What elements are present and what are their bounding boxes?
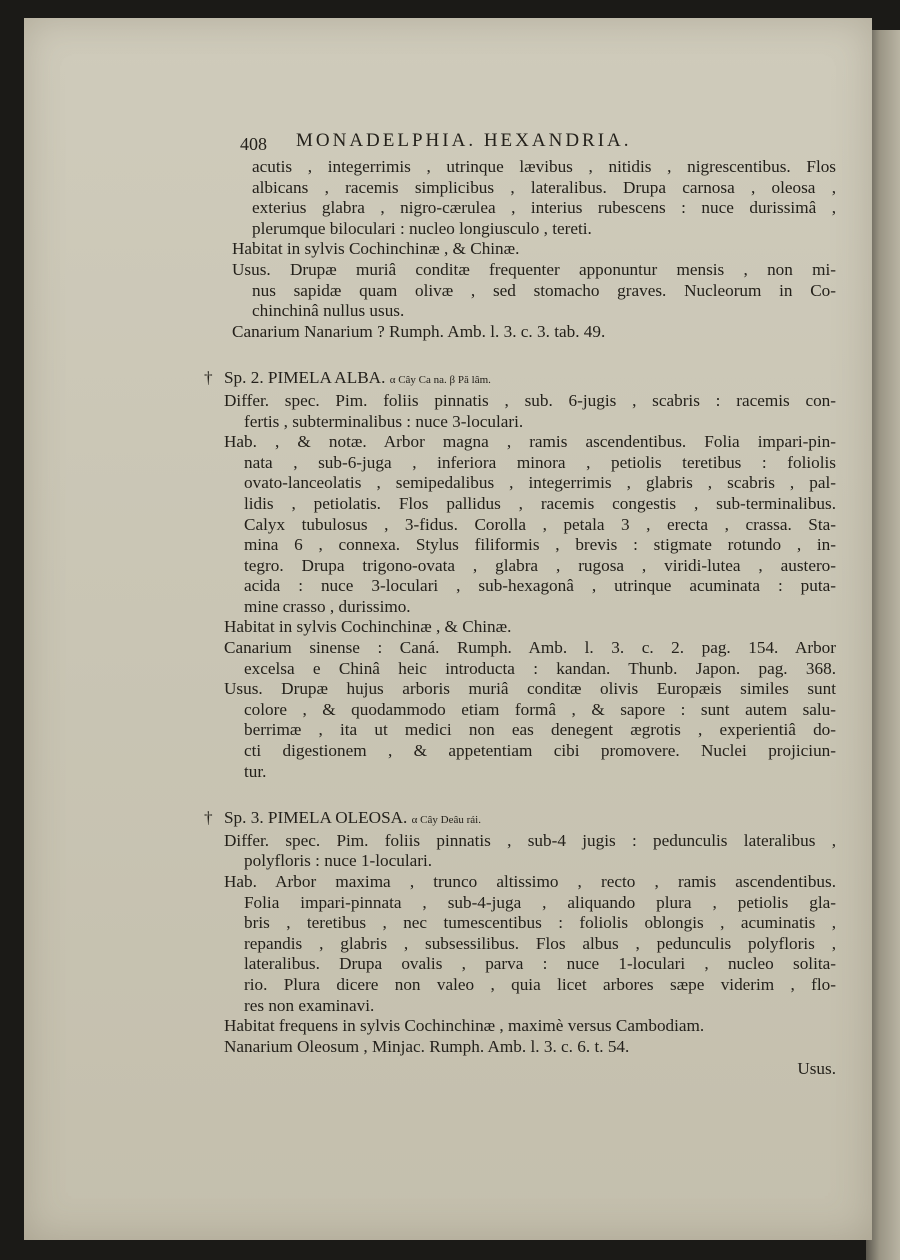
- species-3-title: Sp. 3. PIMELA OLEOSA.: [224, 808, 408, 828]
- species-3-vernacular: α Cây Deâu rái.: [411, 814, 481, 827]
- species-2-title: Sp. 2. PIMELA ALBA.: [224, 368, 386, 388]
- habitat-1: [224, 239, 836, 260]
- species-3-heading: [204, 808, 836, 831]
- text-line: acida : nuce 3-loculari , sub-hexagonâ , utrinque acuminata : puta-: [244, 576, 836, 596]
- text-line: chinchinâ nullus usus.: [252, 301, 405, 321]
- text-line: repandis , glabris , subsessilibus. Flos albus , pedunculis polyfloris ,: [244, 933, 836, 953]
- text-line: Usus. Drupæ hujus arboris muriâ conditæ olivis Europæis similes sunt: [224, 679, 836, 699]
- text-line: Differ. spec. Pim. foliis pinnatis , sub. 6-jugis , scabris : racemis con-: [224, 390, 836, 410]
- species-2: [204, 368, 836, 782]
- text-line: Canarium sinense : Caná. Rumph. Amb. l. 3. c. 2. pag. 154. Arbor: [224, 638, 836, 658]
- text-line: mina 6 , connexa. Stylus filiformis , brevis : stigmate rotundo , in-: [244, 535, 836, 555]
- page-header: [240, 131, 836, 157]
- text-line: exterius glabra , nigro-cærulea , interius rubescens : nuce durissimâ ,: [252, 198, 836, 218]
- species-2-differ: [224, 391, 836, 432]
- species-2-canarium: [224, 638, 836, 679]
- species-1-continuation: [224, 157, 836, 239]
- running-head: MONADELPHIA. HEXANDRIA.: [296, 130, 632, 151]
- usus-1: [224, 260, 836, 322]
- text-line: nus sapidæ quam olivæ , sed stomacho graves. Nucleorum in Co-: [252, 280, 836, 300]
- species-2-heading: [204, 368, 836, 391]
- text-line: albicans , racemis simplicibus , lateralibus. Drupa carnosa , oleosa ,: [252, 177, 836, 197]
- text-line: excelsa e Chinâ heic introducta : kandan. Thunb. Japon. pag. 368.: [244, 658, 836, 678]
- species-3: [204, 808, 836, 1057]
- text-line: fertis , subterminalibus : nuce 3-loculari.: [244, 411, 524, 431]
- text-line: Calyx tubulosus , 3-fidus. Corolla , petala 3 , erecta , crassa. Sta-: [244, 514, 836, 534]
- species-2-vernacular: α Cây Ca na. β Pă lâm.: [389, 374, 491, 387]
- text-line: plerumque biloculari : nucleo longiusculo , tereti.: [252, 218, 592, 238]
- species-2-usus: [224, 679, 836, 782]
- text-line: Folia impari-pinnata , sub-4-juga , aliquando plura , petiolis gla-: [244, 892, 836, 912]
- text-line: mine crasso , durissimo.: [244, 596, 411, 616]
- text-line: ovato-lanceolatis , semipedalibus , integerrimis , glabris , scabris , pal-: [244, 473, 836, 493]
- text-line: nata , sub-6-juga , inferiora minora , petiolis teretibus : foliolis: [244, 452, 836, 472]
- text-line: Differ. spec. Pim. foliis pinnatis , sub-4 jugis : pedunculis lateralibus ,: [224, 830, 836, 850]
- catchword: Usus.: [797, 1059, 836, 1079]
- book-page: [24, 18, 872, 1240]
- species-3-differ: [224, 831, 836, 872]
- text-line: bris , teretibus , nec tumescentibus : foliolis oblongis , acuminatis ,: [244, 913, 836, 933]
- text-line: cti digestionem , & appetentiam cibi promovere. Nuclei projiciun-: [244, 741, 836, 761]
- synonym-1: [224, 322, 836, 343]
- text-line: lidis , petiolatis. Flos pallidus , racemis congestis , sub-terminalibus.: [244, 493, 836, 513]
- species-2-hab: [224, 432, 836, 617]
- text-line: res non examinavi.: [244, 995, 375, 1015]
- dagger-mark: †: [204, 368, 213, 388]
- text-line: acutis , integerrimis , utrinque lævibus , nitidis , nigrescentibus. Flos: [252, 157, 836, 176]
- text-line: berrimæ , ita ut medici non eas denegent ægrotis , experientiâ do-: [244, 720, 836, 740]
- text-line: polyfloris : nuce 1-loculari.: [244, 851, 433, 871]
- species-3-nanarium: Nanarium Oleosum , Minjac. Rumph. Amb. l. 3. c. 6. t. 54.: [224, 1036, 630, 1056]
- text-line: colore , & quodammodo etiam formâ , & sapore : sunt autem salu-: [244, 699, 836, 719]
- page-content: [204, 130, 836, 1080]
- species-3-habitat: Habitat frequens in sylvis Cochinchinæ , maximè versus Cambodiam.: [224, 1016, 705, 1036]
- species-2-habitat: Habitat in sylvis Cochinchinæ , & Chinæ.: [224, 617, 512, 637]
- text-line: tegro. Drupa trigono-ovata , glabra , rugosa , viridi-lutea , austero-: [244, 555, 836, 575]
- text-line: Usus. Drupæ muriâ conditæ frequenter apponuntur mensis , non mi-: [232, 259, 836, 279]
- dagger-mark: †: [204, 808, 213, 828]
- species-3-hab: [224, 872, 836, 1016]
- text-line: Hab. , & notæ. Arbor magna , ramis ascendentibus. Folia impari-pin-: [224, 432, 836, 452]
- page-number: 408: [240, 134, 267, 154]
- text-line: lateralibus. Drupa ovalis , parva : nuce 1-loculari , nucleo solita-: [244, 954, 836, 974]
- text-line: tur.: [244, 761, 267, 781]
- text-line: rio. Plura dicere non valeo , quia licet arbores sæpe viderim , flo-: [244, 974, 836, 994]
- text-line: Hab. Arbor maxima , trunco altissimo , recto , ramis ascendentibus.: [224, 872, 836, 891]
- text-line: Habitat in sylvis Cochinchinæ , & Chinæ.: [232, 239, 520, 259]
- text-line: Canarium Nanarium ? Rumph. Amb. l. 3. c. 3. tab. 49.: [232, 321, 606, 341]
